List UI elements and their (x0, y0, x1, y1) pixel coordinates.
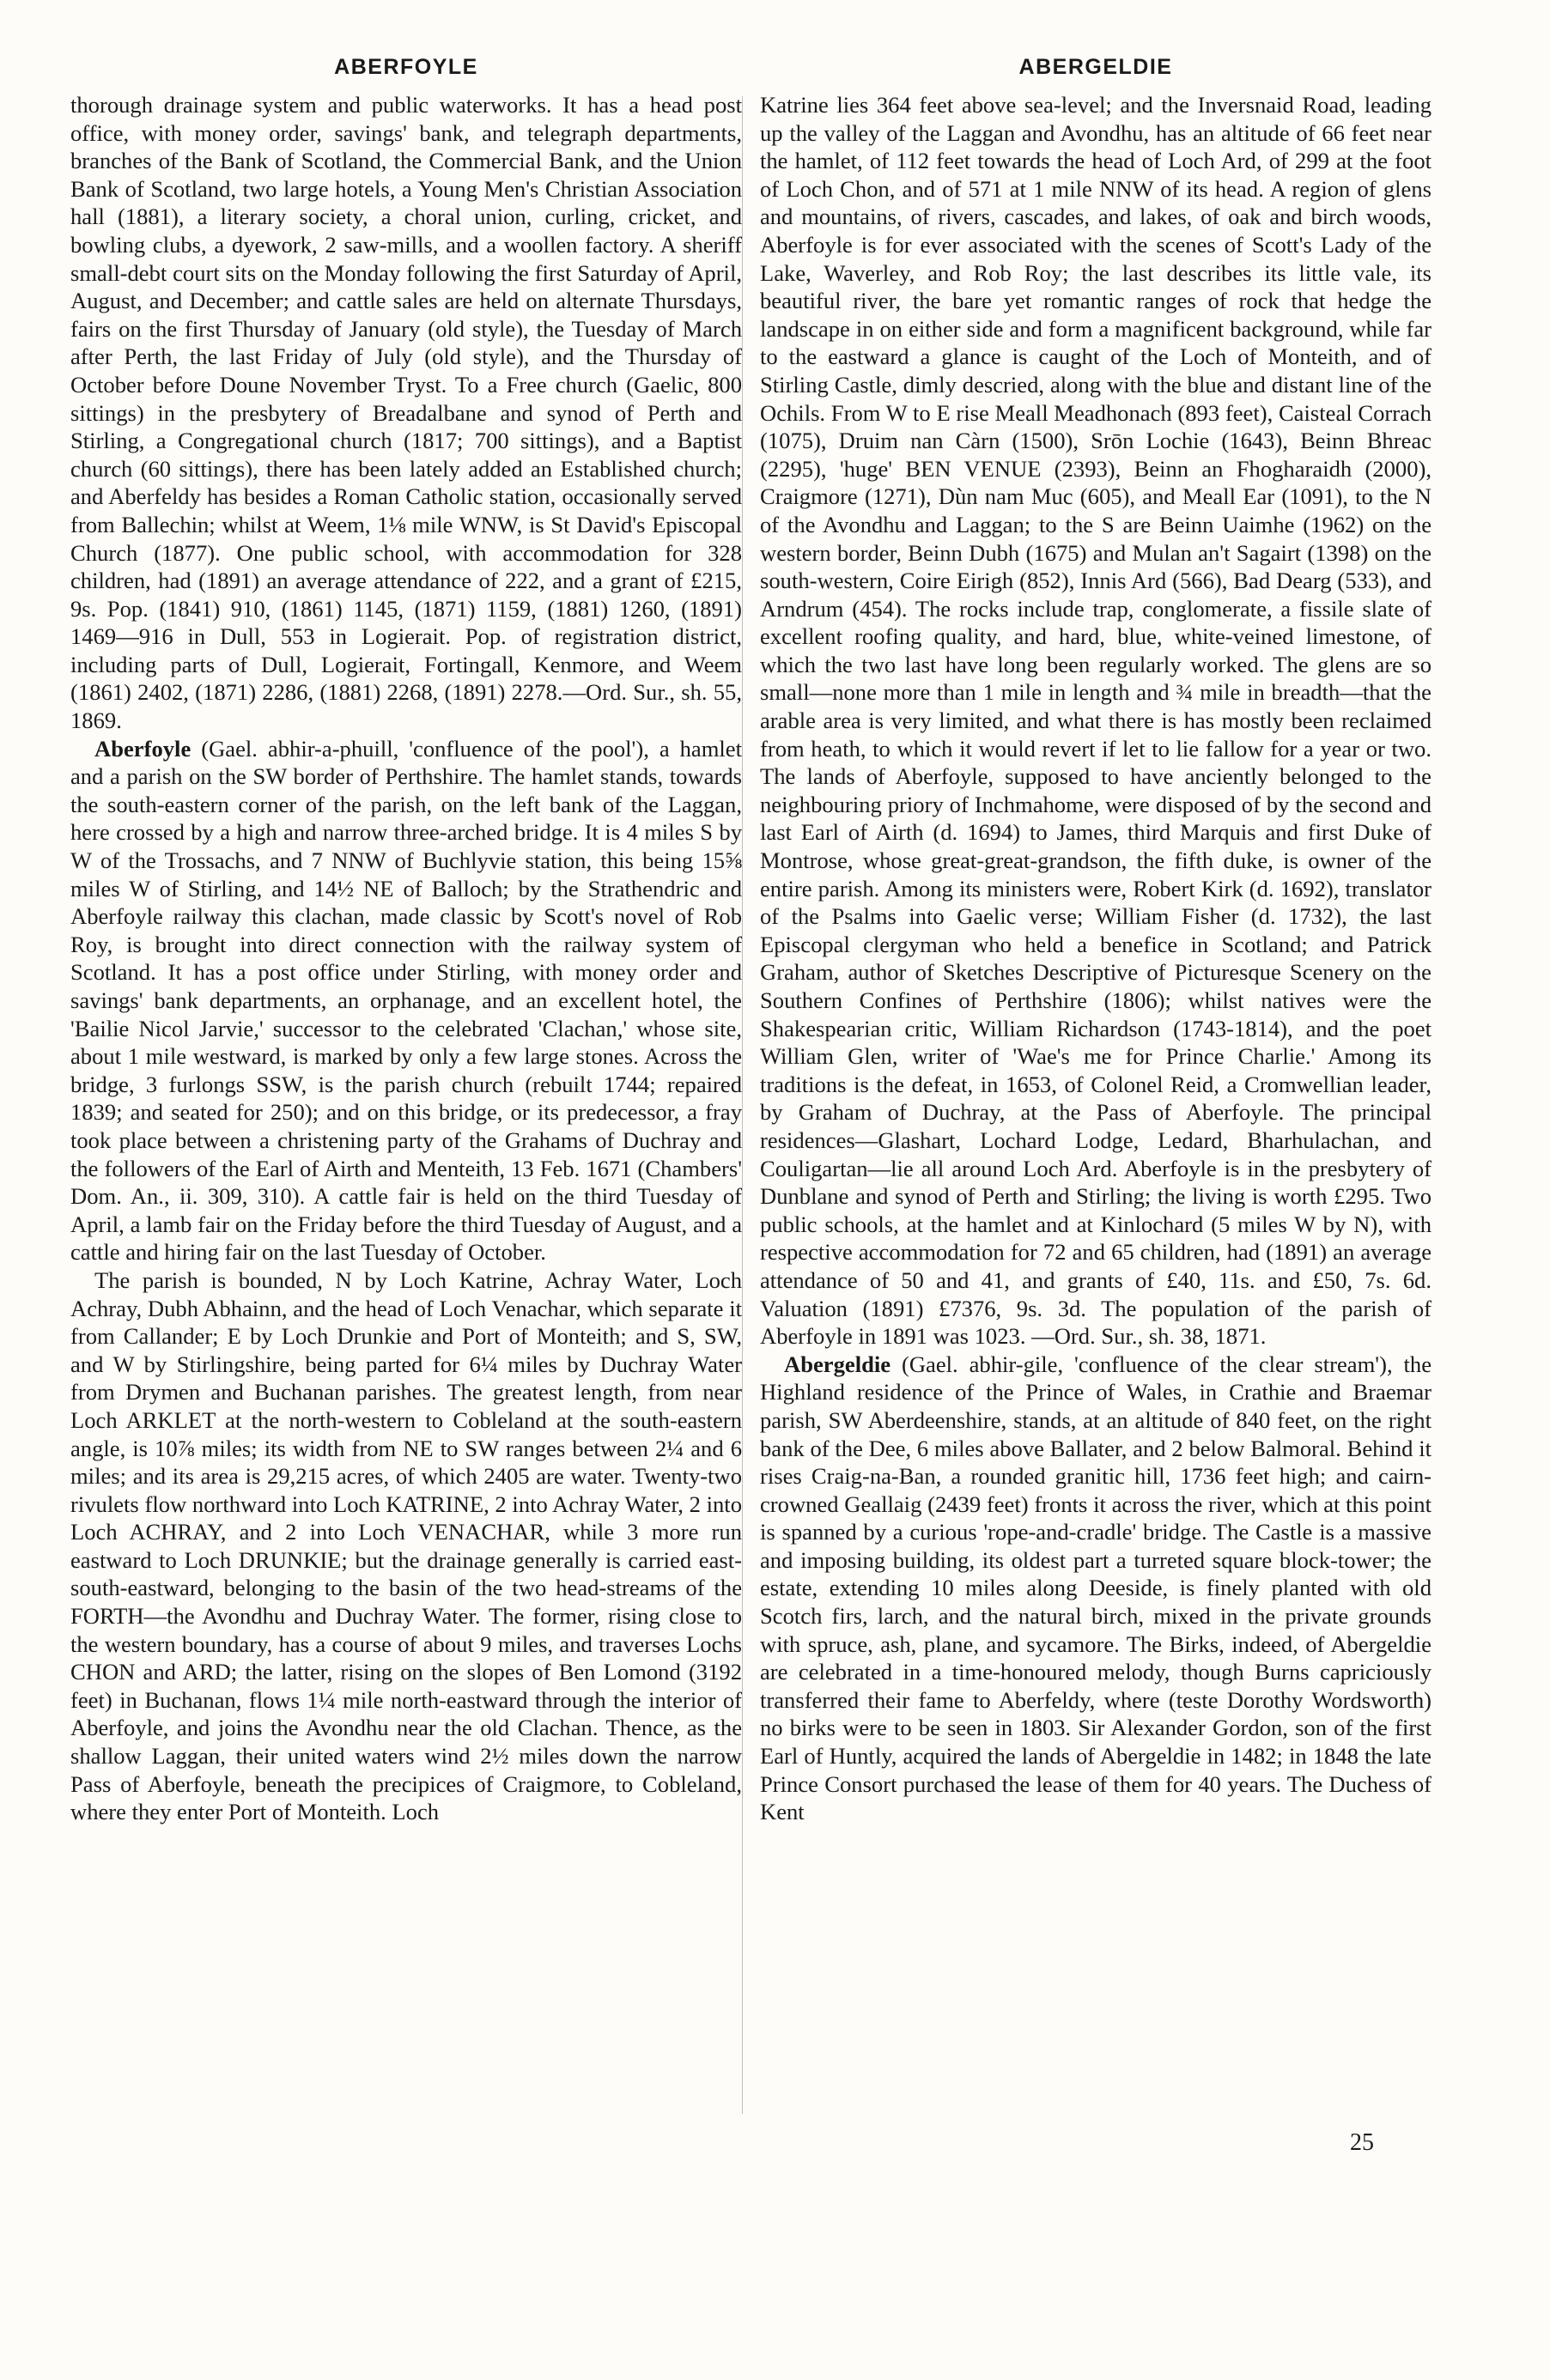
column-divider (742, 96, 743, 2114)
entry-headword-abergeldie: Abergeldie (784, 1351, 891, 1377)
running-head-right: ABERGELDIE (1018, 55, 1173, 79)
running-head-left: ABERFOYLE (334, 55, 478, 79)
page-number: 25 (1350, 2129, 1374, 2156)
paragraph-aberfoyle-continued: Katrine lies 364 feet above sea-level; and the Inversnaid Road, leading up the valley of the Laggan and Avondhu, has an altitude of 66 feet near the hamlet, of 112 feet towards the head of Loch Ard, of 299 at the foot of Loch Chon, and of 571 at 1 mile NNW of its head. A region of glens and mountains, of rivers, cascades, and lakes, of oak and birch woods, Aberfoyle is for ever associated with the scenes of Scott's Lady of the Lake, Waverley, and Rob Roy; the last describes its little vale, its beautiful river, the bare yet romantic ranges of rock that hedge the landscape in on either side and form a magnificent background, while far to the eastward a glance is caught of the Loch of Monteith, and of Stirling Castle, dimly descried, along with the blue and distant line of the Ochils. From W to E rise Meall Meadhonach (893 feet), Caisteal Corrach (1075), Druim nan Càrn (1500), Srōn Lochie (1643), Beinn Bhreac (2295), 'huge' BEN VENUE (2393), Beinn an Fhogharaidh (2000), Craigmore (1271), Dùn nam Muc (605), and Meall Ear (1091), to the N of the Avondhu and Laggan; to the S are Beinn Uaimhe (1962) on the western border, Beinn Dubh (1675) and Mulan an't Sagairt (1398) on the south-western, Coire Eirigh (852), Innis Ard (566), Bad Dearg (533), and Arndrum (454). The rocks include trap, conglomerate, a fissile slate of excellent roofing quality, and hard, blue, white-veined limestone, of which the two last have long been regularly worked. The glens are so small—none more than 1 mile in length and ¾ mile in breadth—that the arable area is very limited, and what there is has mostly been reclaimed from heath, to which it would revert if let to lie fallow for a year or two. The lands of Aberfoyle, supposed to have anciently belonged to the neighbouring priory of Inchmahome, were disposed of by the second and last Earl of Airth (d. 1694) to James, third Marquis and first Duke of Montrose, whose great-great-grandson, the fifth duke, is owner of the entire parish. Among its ministers were, Robert Kirk (d. 1692), translator of the Psalms into Gaelic verse; William Fisher (d. 1732), the last Episcopal clergyman who held a benefice in Scotland; and Patrick Graham, author of Sketches Descriptive of Picturesque Scenery on the Southern Confines of Perthshire (1806); whilst natives were the Shakespearian critic, William Richardson (1743-1814), and the poet William Glen, writer of 'Wae's me for Prince Charlie.' Among its traditions is the defeat, in 1653, of Colonel Reid, a Cromwellian leader, by Graham of Duchray, at the Pass of Aberfoyle. The principal residences—Glashart, Lochard Lodge, Ledard, Bharhulachan, and Couligartan—lie all around Loch Ard. Aberfoyle is in the presbytery of Dunblane and synod of Perth and Stirling; the living is worth £295. Two public schools, at the hamlet and at Kinlochard (5 miles W by N), with respective accommodation for 72 and 65 children, had (1891) an average attendance of 50 and 41, and grants of £40, 11s. and £50, 7s. 6d. Valuation (1891) £7376, 9s. 3d. The population of the parish of Aberfoyle in 1891 was 1023. —Ord. Sur., sh. 38, 1871. (760, 92, 1431, 1350)
entry-text-abergeldie: (Gael. abhir-gile, 'confluence of the clear stream'), the Highland residence of the Prince of Wales, in Crathie and Braemar parish, SW Aberdeenshire, stands, at an altitude of 840 feet, on the right bank of the Dee, 6 miles above Ballater, and 2 below Balmoral. Behind it rises Craig-na-Ban, a rounded granitic hill, 1736 feet high; and cairn-crowned Geallaig (2439 feet) fronts it across the river, which at this point is spanned by a curious 'rope-and-cradle' bridge. The Castle is a massive and imposing building, its oldest part a turreted square block-tower; the estate, extending 10 miles along Deeside, is finely planted with old Scotch firs, larch, and the natural birch, mixed in the private grounds with spruce, ash, plane, and sycamore. The Birks, indeed, of Abergeldie are celebrated in a time-honoured melody, though Burns capriciously transferred their fame to Aberfeldy, where (teste Dorothy Wordsworth) no birks were to be seen in 1803. Sir Alexander Gordon, son of the first Earl of Huntly, acquired the lands of Abergeldie in 1482; in 1848 the late Prince Consort purchased the lease of them for 40 years. The Duchess of Kent (760, 1351, 1431, 1825)
entry-text-aberfoyle: (Gael. abhir-a-phuill, 'confluence of the pool'), a hamlet and a parish on the SW border of Perthshire. The hamlet stands, towards the south-eastern corner of the parish, on the left bank of the Laggan, here crossed by a high and narrow three-arched bridge. It is 4 miles S by W of the Trossachs, and 7 NNW of Buchlyvie station, this being 15⅝ miles W of Stirling, and 14½ NE of Balloch; by the Strathendric and Aberfoyle railway this clachan, made classic by Scott's novel of Rob Roy, is brought into direct connection with the railway system of Scotland. It has a post office under Stirling, with money order and savings' bank departments, an orphanage, and an excellent hotel, the 'Bailie Nicol Jarvie,' successor to the celebrated 'Clachan,' whose site, about 1 mile westward, is marked by only a few large stones. Across the bridge, 3 furlongs SSW, is the parish church (rebuilt 1744; repaired 1839; and seated for 250); and on this bridge, or its predecessor, a fray took place between a christening party of the Grahams of Duchray and the followers of the Earl of Airth and Menteith, 13 Feb. 1671 (Chambers' Dom. An., ii. 309, 310). A cattle fair is held on the third Tuesday of April, a lamb fair on the Friday before the third Tuesday of August, and a cattle and hiring fair on the last Tuesday of October. (70, 735, 742, 1266)
paragraph-aberfeldy-continued: thorough drainage system and public waterworks. It has a head post office, with money order, savings' bank, and telegraph departments, branches of the Bank of Scotland, the Commercial Bank, and the Union Bank of Scotland, two large hotels, a Young Men's Christian Association hall (1881), a literary society, a choral union, curling, cricket, and bowling clubs, a dyework, 2 saw-mills, and a woollen factory. A sheriff small-debt court sits on the Monday following the first Saturday of April, August, and December; and cattle sales are held on alternate Thursdays, fairs on the first Thursday of January (old style), the Tuesday of March after Perth, the last Friday of July (old style), and the Thursday of October before Doune November Tryst. To a Free church (Gaelic, 800 sittings) in the presbytery of Breadalbane and synod of Perth and Stirling, a Congregational church (1817; 700 sittings), and a Baptist church (60 sittings), there has been lately added an Established church; and Aberfeldy has besides a Roman Catholic station, occasionally served from Ballechin; whilst at Weem, 1⅛ mile WNW, is St David's Episcopal Church (1877). One public school, with accommodation for 328 children, had (1891) an average attendance of 222, and a grant of £215, 9s. Pop. (1841) 910, (1861) 1145, (1871) 1159, (1881) 1260, (1891) 1469—916 in Dull, 553 in Logierait. Pop. of registration district, including parts of Dull, Logierait, Fortingall, Kenmore, and Weem (1861) 2402, (1871) 2286, (1881) 2268, (1891) 2278.—Ord. Sur., sh. 55, 1869. (70, 92, 742, 734)
right-column (760, 0, 1431, 1826)
paragraph-abergeldie-entry (760, 1351, 1431, 1826)
entry-headword-aberfoyle: Aberfoyle (94, 735, 191, 762)
paragraph-aberfoyle-parish: The parish is bounded, N by Loch Katrine, Achray Water, Loch Achray, Dubh Abhainn, and the head of Loch Venachar, which separate it from Callander; E by Loch Drunkie and Port of Monteith; and S, SW, and W by Stirlingshire, being parted for 6¼ miles by Duchray Water from Drymen and Buchanan parishes. The greatest length, from near Loch ARKLET at the north-western to Cobleland at the south-eastern angle, is 10⅞ miles; its width from NE to SW ranges between 2¼ and 6 miles; and its area is 29,215 acres, of which 2405 are water. Twenty-two rivulets flow northward into Loch KATRINE, 2 into Achray Water, 2 into Loch ACHRAY, and 2 into Loch VENACHAR, while 3 more run eastward to Loch DRUNKIE; but the drainage generally is carried east-south-eastward, belonging to the basin of the two head-streams of the FORTH—the Avondhu and Duchray Water. The former, rising close to the western boundary, has a course of about 9 miles, and traverses Lochs CHON and ARD; the latter, rising on the slopes of Ben Lomond (3192 feet) in Buchanan, flows 1¼ mile north-eastward through the interior of Aberfoyle, and joins the Avondhu near the old Clachan. Thence, as the shallow Laggan, their united waters wind 2½ miles down the narrow Pass of Aberfoyle, beneath the precipices of Craigmore, to Cobleland, where they enter Port of Monteith. Loch (70, 1266, 742, 1825)
paragraph-aberfoyle-entry (70, 735, 742, 1266)
left-column (70, 0, 742, 1826)
